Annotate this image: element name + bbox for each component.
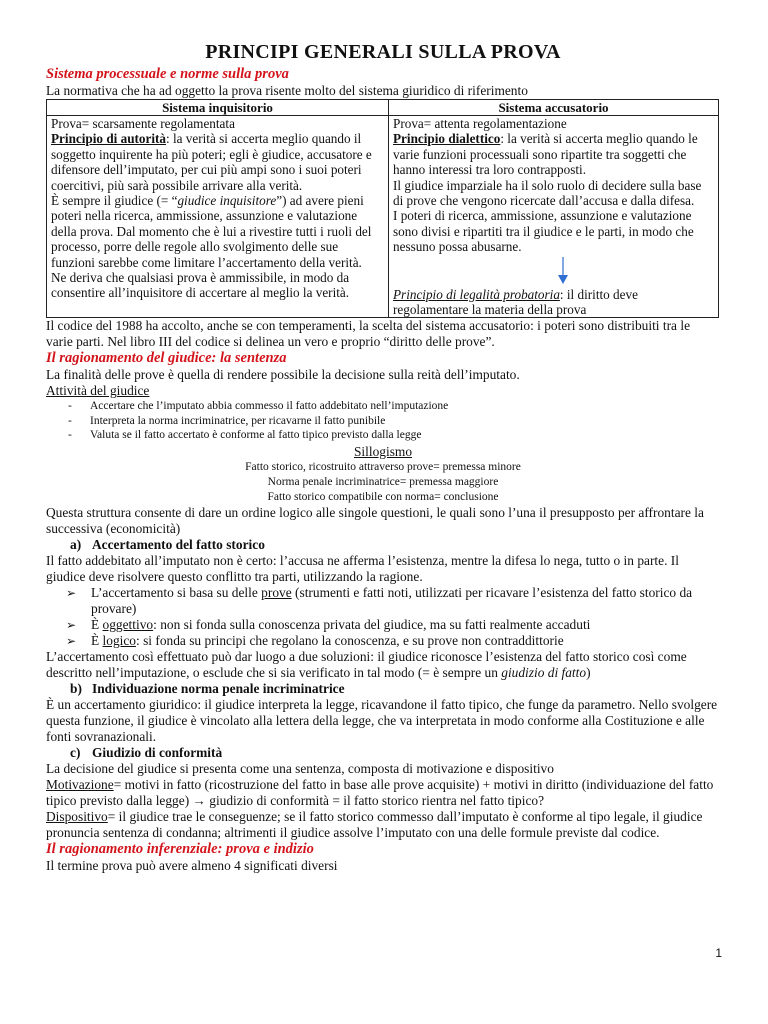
list-item: - Interpreta la norma incriminatrice, per ricavarne il fatto punibile xyxy=(68,414,720,429)
subheading-title: Accertamento del fatto storico xyxy=(92,536,265,552)
syllogism-line: Fatto storico, ricostruito attraverso prove= premessa minore xyxy=(245,460,521,473)
down-arrow-icon xyxy=(556,257,570,285)
motivazione-text: = motivi in fatto (ricostruzione del fatto in base alle prove acquisite) + motivi in diritto (individuazione del fatto tipico previsto dalla legge) → giudizio di conformità = il fatto storico rientra nel fatto tipico? xyxy=(46,776,714,808)
list-item: - Valuta se il fatto accertato è conforme al fatto tipico previsto dalla legge xyxy=(68,428,720,443)
item-term: logico xyxy=(102,632,137,648)
motivazione-paragraph xyxy=(46,777,720,809)
cell-paragraph: Ne deriva che qualsiasi prova è ammissibile, in modo da consentire all’inquisitore di accertare al meglio la verità. xyxy=(51,270,350,301)
conclusion-paragraph xyxy=(46,649,720,681)
page-title: PRINCIPI GENERALI SULLA PROVA xyxy=(205,41,561,63)
term-dispositivo: Dispositivo xyxy=(46,808,108,824)
conclusion-text: ) xyxy=(586,664,591,680)
structure-paragraph: Questa struttura consente di dare un ordine logico alle singole questioni, le quali sono l’una il presupposto per affrontare la successiva (economicità) xyxy=(46,504,704,536)
subheading-b xyxy=(46,681,720,697)
cell-text: ”) ad avere pieni poteri nella ricerca, ammissione, assunzione e valutazione della prova. Dal momento che è lui a rivestire tutti i ruoli del processo, porre delle regole allo svolgimento delle sue funzioni sarebbe come limitare l’accertamento della verità. xyxy=(51,193,372,270)
item-text: : non si fonda sulla conoscenza privata del giudice, ma su fatti realmente accaduti xyxy=(153,616,591,632)
item-term: prove xyxy=(261,584,292,600)
section-intro: La finalità delle prove è quella di rendere possibile la decisione sulla reità dell’imputato. xyxy=(46,367,520,383)
cell-paragraph: I poteri di ricerca, ammissione, assunzione e valutazione sono divisi e ripartiti tra il giudice e le parti, in modo che nessuno possa abusarne. xyxy=(393,208,694,255)
cell-text: : il diritto deve regolamentare la materia della prova xyxy=(393,286,638,318)
list-item: - Accertare che l’imputato abbia commesso il fatto addebitato nell’imputazione xyxy=(68,399,720,414)
subheading-c xyxy=(46,745,720,761)
section-intro: La normativa che ha ad oggetto la prova risente molto del sistema giuridico di riferimento xyxy=(46,83,528,98)
item-text: (strumenti e fatti noti, utilizzati per ricavare l’esistenza del fatto storico da provare) xyxy=(91,584,693,616)
cell-paragraph xyxy=(393,131,714,177)
conclusion-text: L’accertamento così effettuato può dar luogo a due soluzioni: il giudice riconosce l’esistenza del fatto storico così come descritto nell’imputazione, o esclude che si sia verificato in tal modo (= è sempre un xyxy=(46,648,687,680)
section-heading-inferenziale: Il ragionamento inferenziale: prova e indizio xyxy=(46,840,314,857)
table-header-accusatorio: Sistema accusatorio xyxy=(389,100,719,116)
activities-title: Attività del giudice xyxy=(46,383,150,399)
syllogism-line: Fatto storico compatibile con norma= conclusione xyxy=(267,490,499,503)
cell-line: Prova= attenta regolamentazione xyxy=(393,116,567,131)
document-page xyxy=(46,40,720,874)
section-heading-ragionamento: Il ragionamento del giudice: la sentenza xyxy=(46,350,287,367)
cell-paragraph xyxy=(51,131,384,193)
item-text: L’accertamento si basa su delle xyxy=(91,584,262,600)
term-giudizio-di-fatto: giudizio di fatto xyxy=(501,664,587,680)
cell-text: : la verità si accerta meglio quando il soggetto inquirente ha più poteri; egli è giudice, accusatore e difensore dell’imputato, per cui più ampi sono i suoi poteri coercitivi, più sarà possibile arrivare alla verità. xyxy=(51,131,372,193)
syllogism-line: Norma penale incriminatrice= premessa maggiore xyxy=(267,475,499,488)
subheading-letter: b) xyxy=(70,680,82,696)
paragraph-b: È un accertamento giuridico: il giudice interpreta la legge, ricavandone il fatto tipico, che funge da parametro. Nello svolgere questa funzione, il giudice è vincolato alla lettera della legge, che va interpretata in modo conforme alla Costituzione e alle fonti sovranazionali. xyxy=(46,696,718,744)
table-cell-inquisitorio xyxy=(47,116,389,318)
cell-paragraph xyxy=(393,287,714,318)
paragraph-c: La decisione del giudice si presenta come una sentenza, composta di motivazione e dispositivo xyxy=(46,760,554,776)
term-giudice-inquisitore: giudice inquisitore xyxy=(177,193,277,209)
item-term: oggettivo xyxy=(102,616,154,632)
subheading-letter: c) xyxy=(70,744,81,760)
subheading-title: Individuazione norma penale incriminatrice xyxy=(92,680,345,696)
arrowhead-bullet-icon: ➢ xyxy=(66,633,77,648)
cell-text: È sempre il giudice (= “ xyxy=(51,193,178,209)
cell-line: Prova= scarsamente regolamentata xyxy=(51,116,235,131)
dispositivo-text: = il giudice trae le conseguenze; se il fatto storico commesso dall’imputato è conforme al tipo legale, il giudice pronuncia sentenza di condanna; altrimenti il giudice assolve l’imputato con una delle formule previste dal codice. xyxy=(46,808,703,840)
arrowhead-bullet-icon: ➢ xyxy=(66,585,77,600)
cell-paragraph: Il giudice imparziale ha il solo ruolo di decidere sulla base di prove che vengono ricercate dall’accusa e dalla difesa. xyxy=(393,177,702,209)
section-heading-sistema: Sistema processuale e norme sulla prova xyxy=(46,66,289,82)
arrowhead-bullet-icon: ➢ xyxy=(66,617,77,632)
item-text: È xyxy=(91,632,103,648)
after-table-paragraph: Il codice del 1988 ha accolto, anche se con temperamenti, la scelta del sistema accusatorio: i poteri sono distribuiti tra le varie parti. Nel libro III del codice si delinea un vero e proprio “diritto delle prove”. xyxy=(46,318,691,350)
item-text: È xyxy=(91,616,103,632)
section-intro: Il termine prova può avere almeno 4 significati diversi xyxy=(46,857,338,873)
term-principio-dialettico: Principio dialettico xyxy=(393,131,501,147)
arrow-area xyxy=(393,255,714,287)
arrow-list xyxy=(46,585,720,649)
subheading-a xyxy=(46,537,720,553)
paragraph-a: Il fatto addebitato all’imputato non è certo: l’accusa ne afferma l’esistenza, mentre la difesa lo nega, tutto o in parte. Il giudice deve risolvere questo conflitto tra parti, utilizzando la ragione. xyxy=(46,552,679,584)
dispositivo-paragraph xyxy=(46,809,720,841)
activities-list xyxy=(46,399,720,443)
list-item xyxy=(66,585,720,617)
list-item xyxy=(66,617,720,633)
table-cell-accusatorio xyxy=(389,116,719,318)
cell-paragraph xyxy=(51,193,384,270)
syllogism-title: Sillogismo xyxy=(353,443,413,459)
table-header-inquisitorio: Sistema inquisitorio xyxy=(47,100,389,116)
cell-text: : la verità si accerta meglio quando le varie funzioni processuali sono ripartite tra soggetti che hanno interessi tra loro contrapposti. xyxy=(393,131,698,178)
subheading-title: Giudizio di conformità xyxy=(92,744,223,760)
term-principio-autorita: Principio di autorità xyxy=(51,131,167,147)
term-legalita-probatoria: Principio di legalità probatoria xyxy=(393,286,560,302)
term-motivazione: Motivazione xyxy=(46,776,114,792)
item-text: : si fonda su principi che regolano la conoscenza, e su prove non contraddittorie xyxy=(136,632,564,648)
page-number: 1 xyxy=(715,946,722,960)
comparison-table xyxy=(46,99,719,318)
syllogism-block xyxy=(46,460,720,505)
list-item xyxy=(66,633,720,649)
subheading-letter: a) xyxy=(70,536,82,552)
